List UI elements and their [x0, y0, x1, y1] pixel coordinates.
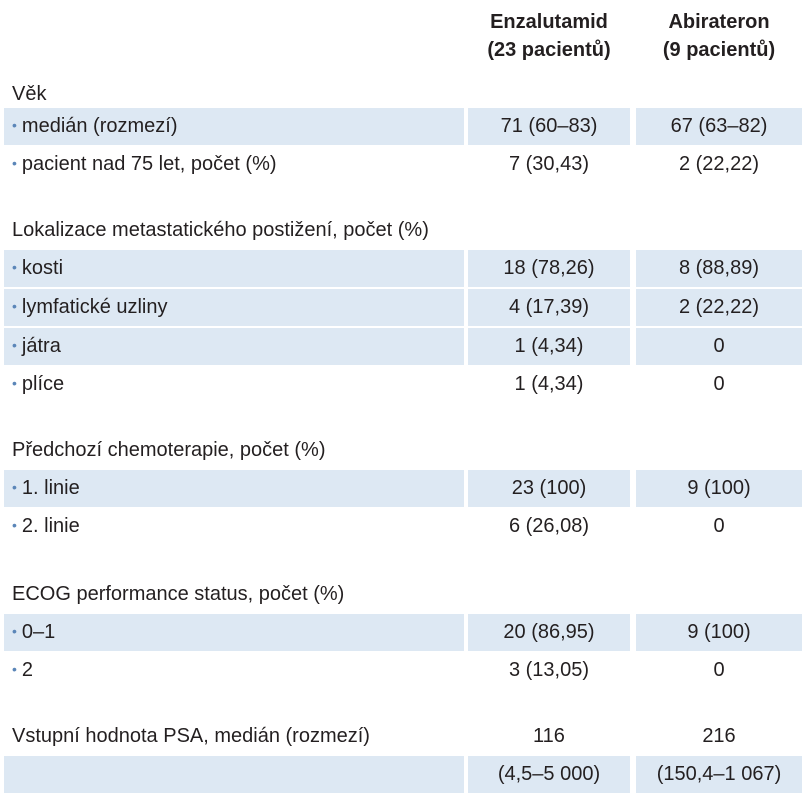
- column-header-abirateron-name: Abirateron: [668, 11, 770, 33]
- column-header-abirateron: [636, 8, 802, 64]
- bullet-icon: •: [12, 117, 17, 133]
- bullet-icon: •: [12, 479, 17, 495]
- table-row-plice: [0, 366, 808, 403]
- row-label-text: 1. linie: [21, 477, 80, 499]
- row-label-text: kosti: [21, 257, 64, 279]
- row-label: [4, 366, 464, 403]
- row-label-empty: [4, 756, 464, 793]
- cell-enzalutamid: 1 (4,34): [514, 373, 584, 395]
- bullet-icon: •: [12, 375, 17, 391]
- section-heading-vek: Věk: [12, 83, 47, 105]
- row-label: [4, 652, 464, 689]
- table-row-linie2: [0, 508, 808, 545]
- table-row-linie1: [0, 470, 808, 507]
- bullet-icon: •: [12, 155, 17, 171]
- cell-enzalutamid: 4 (17,39): [468, 289, 630, 326]
- cell-enzalutamid: 3 (13,05): [508, 659, 590, 681]
- bullet-icon: •: [12, 661, 17, 677]
- row-label-text: medián (rozmezí): [21, 115, 178, 137]
- cell-enzalutamid: 1 (4,34): [468, 328, 630, 365]
- row-label-text: 2. linie: [21, 515, 80, 537]
- cell-abirateron: 2 (22,22): [678, 153, 760, 175]
- cell-enzalutamid: 23 (100): [468, 470, 630, 507]
- table-row-ecog01: [0, 614, 808, 651]
- section-heading-chemoterapie: Předchozí chemoterapie, počet (%): [12, 439, 326, 461]
- bullet-icon: •: [12, 623, 17, 639]
- bullet-icon: •: [12, 517, 17, 533]
- cell-abirateron: 0: [636, 328, 802, 365]
- cell-abirateron: 0: [713, 373, 725, 395]
- table-row-nad75: [0, 146, 808, 183]
- row-label: [4, 108, 464, 145]
- table-row-kosti: [0, 250, 808, 287]
- column-header-enzalutamid-count: (23 pacientů): [487, 39, 611, 61]
- cell-abirateron: 0: [713, 659, 725, 681]
- row-label: [4, 328, 464, 365]
- cell-enzalutamid: (4,5–5 000): [468, 756, 630, 793]
- bullet-icon: •: [12, 298, 17, 314]
- row-label: [4, 508, 464, 545]
- cell-abirateron: (150,4–1 067): [636, 756, 802, 793]
- row-label: [4, 289, 464, 326]
- cell-enzalutamid: 20 (86,95): [468, 614, 630, 651]
- cell-abirateron: 2 (22,22): [636, 289, 802, 326]
- row-label: [4, 146, 464, 183]
- column-header-enzalutamid-name: Enzalutamid: [490, 11, 608, 33]
- cell-enzalutamid: 7 (30,43): [508, 153, 590, 175]
- row-label-psa: Vstupní hodnota PSA, medián (rozmezí): [12, 725, 370, 747]
- row-label-text: 2: [21, 659, 34, 681]
- table-row-uzliny: [0, 289, 808, 326]
- table-row-jatra: [0, 328, 808, 365]
- bullet-icon: •: [12, 259, 17, 275]
- cell-enzalutamid: 18 (78,26): [468, 250, 630, 287]
- row-label-text: lymfatické uzliny: [21, 296, 168, 318]
- table-row-psa-range: [0, 756, 808, 793]
- row-label-text: 0–1: [21, 621, 56, 643]
- table-row-ecog2: [0, 652, 808, 689]
- row-label: [4, 250, 464, 287]
- column-header-enzalutamid: [468, 8, 630, 64]
- cell-enzalutamid: 71 (60–83): [468, 108, 630, 145]
- cell-abirateron: 8 (88,89): [636, 250, 802, 287]
- row-label-text: játra: [21, 335, 61, 357]
- row-label: [4, 470, 464, 507]
- section-heading-lokalizace: Lokalizace metastatického postižení, počet (%): [12, 219, 429, 241]
- bullet-icon: •: [12, 337, 17, 353]
- table-row-median: [0, 108, 808, 145]
- row-label-text: pacient nad 75 let, počet (%): [21, 153, 277, 175]
- cell-abirateron: 0: [713, 515, 725, 537]
- table-row-psa: [0, 718, 808, 755]
- cell-abirateron: 9 (100): [636, 470, 802, 507]
- row-label-text: plíce: [21, 373, 65, 395]
- cell-abirateron: 216: [702, 725, 736, 747]
- cell-abirateron: 9 (100): [636, 614, 802, 651]
- column-header-abirateron-count: (9 pacientů): [662, 39, 776, 61]
- section-heading-ecog: ECOG performance status, počet (%): [12, 583, 345, 605]
- cell-enzalutamid: 6 (26,08): [508, 515, 590, 537]
- row-label: [4, 614, 464, 651]
- cell-enzalutamid: 116: [533, 725, 565, 747]
- cell-abirateron: 67 (63–82): [636, 108, 802, 145]
